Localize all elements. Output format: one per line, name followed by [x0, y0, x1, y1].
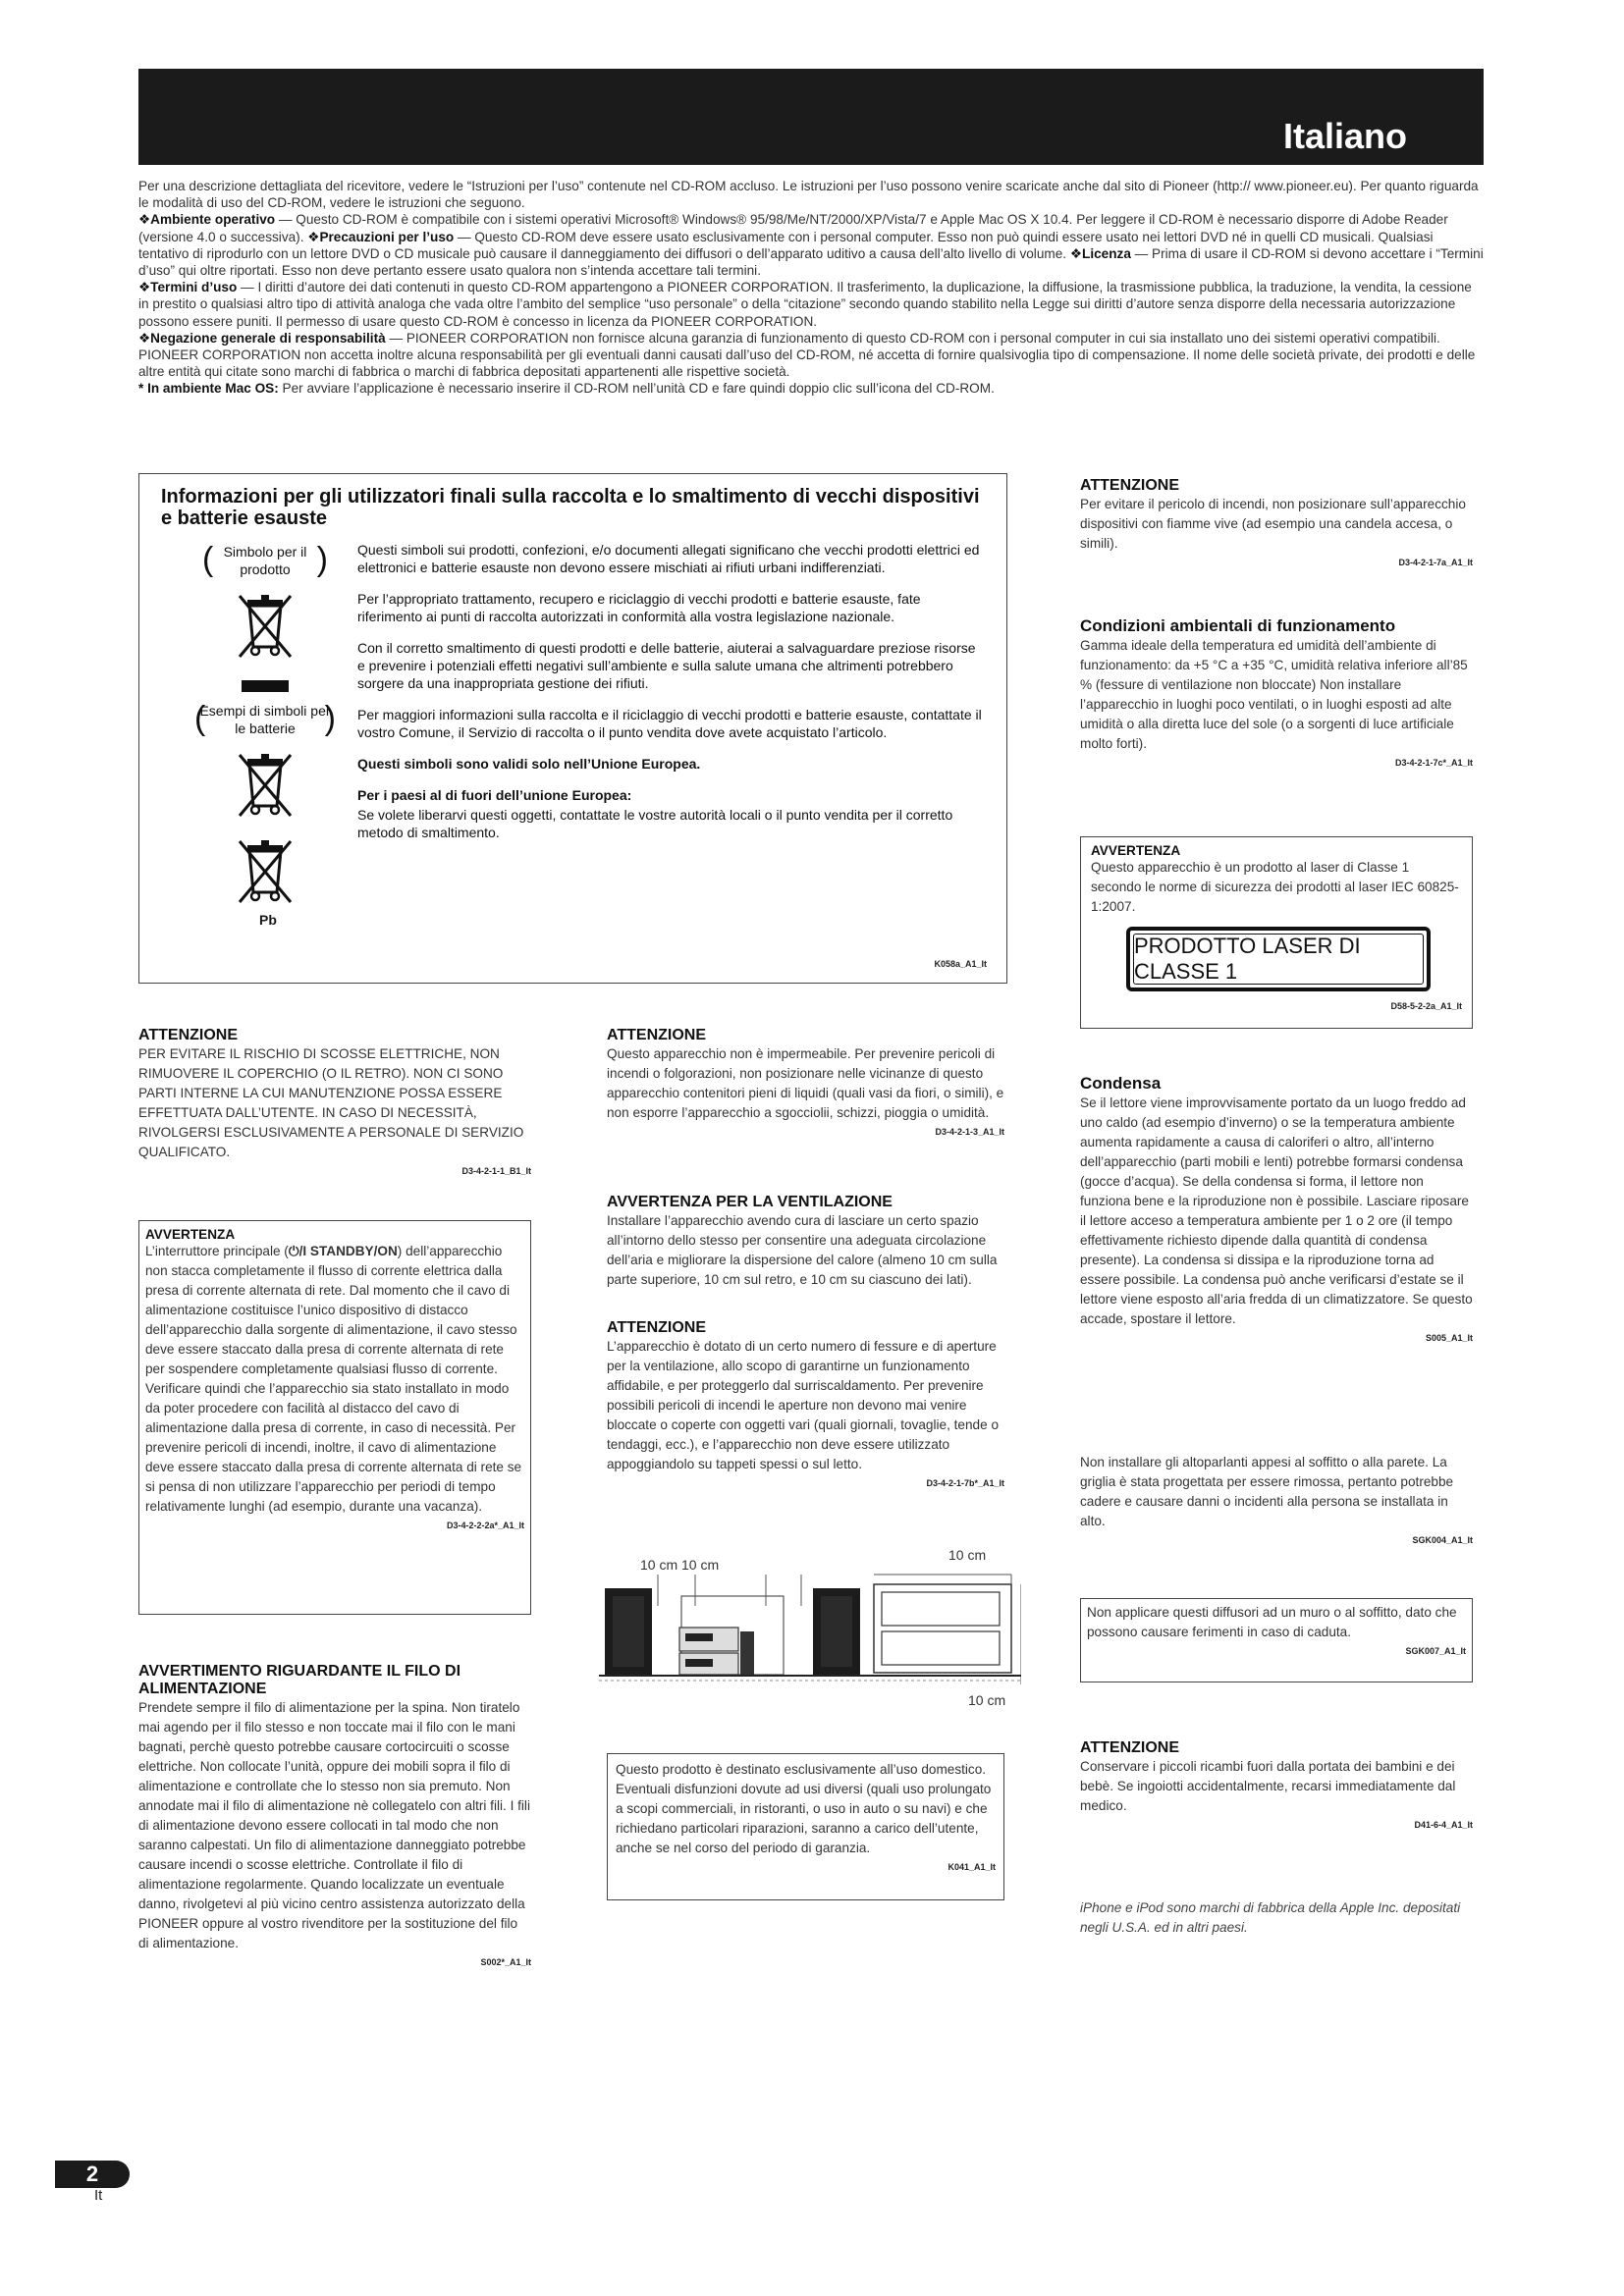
weee-paragraph: Se volete liberarvi questi oggetti, contattate le vostre autorità locali o il punto vendita per il corretto metodo di smaltimento. — [357, 807, 953, 840]
dimension-label: 10 cm 10 cm — [640, 1557, 720, 1573]
section-text: Non installare gli altoparlanti appesi al soffitto o alla parete. La griglia è stata progettata per essere rimossa, pertanto potrebbe cadere e causare danni o incidenti alla persona se installata in alto. — [1080, 1455, 1454, 1528]
section-code: S002*_A1_It — [480, 1957, 531, 1967]
page-title: Italiano — [1282, 116, 1407, 156]
black-bar-icon — [242, 680, 289, 692]
section-text: L’interruttore principale (⏻/I STANDBY/ON) dell’apparecchio non stacca completamente il flusso di corrente elettrica dalla presa di corrente alternata di rete. Dal momento che il cavo di alimentazione costituisce l’unico dispositivo di distacco dell’apparecchio dalla sorgente di alimentazione, il cavo stesso deve essere staccato dalla presa di corrente alternata di rete per sospendere completamente qualsiasi flusso di corrente. Verificare quindi che l’apparecchio sia stato installato in modo da poter procedere con facilità al distacco del cavo di alimentazione dalla presa di corrente, in caso di necessità. Per prevenire pericoli di incendi, inoltre, il cavo di alimentazione deve essere staccato dalla presa di corrente alternata di rete se si pensa di non utilizzare l’apparecchio per periodi di tempo relativamente lunghi (ad esempio, durante una vacanza). — [145, 1244, 522, 1514]
section-text: Se il lettore viene improvvisamente portato da un luogo freddo ad uno caldo (ad esempio d’inverno) o se la temperatura ambiente aumenta rapidamente a causa di caloriferi o altro, all’interno dell’apparecchio (parti mobili e lenti) potrebbe formarsi condensa (gocce d’acqua). Se della condensa si forma, il lettore non funziona bene e la riproduzione non è possibile. Lasciare riposare il lettore acceso a temperatura ambiente per 1 o 2 ore (il tempo effettivamente richiesto dipende dalla quantità di condensa presente). La condensa si dissipa e la riproduzione torna ad essere possibile. La condensa può anche verificarsi d’estate se il lettore viene esposto all’aria fredda di un climatizzatore. Se questo accade, spostare il lettore. — [1080, 1095, 1473, 1326]
section-code: SGK004_A1_It — [1412, 1535, 1473, 1545]
section-title: ATTENZIONE — [138, 1027, 239, 1043]
crossed-bin-icon — [236, 592, 295, 667]
weee-paragraph: Questi simboli sono validi solo nell’Unione Europea. — [357, 756, 701, 772]
weee-paragraph: Per maggiori informazioni sulla raccolta e il riciclaggio di vecchi prodotti e batterie esauste, contattate il vostro Comune, il Servizio di raccolta o il punto vendita dove avete acquistato l’articolo. — [357, 707, 982, 740]
laser-class-label-text: PRODOTTO LASER DI CLASSE 1 — [1133, 934, 1424, 985]
intro-section — [138, 178, 1484, 398]
section-code: D3-4-2-1-7a_A1_It — [1398, 558, 1473, 567]
section-text: Per evitare il pericolo di incendi, non posizionare sull’apparecchio dispositivi con fiamme vive (ad esempio una candela accesa, o simili). — [1080, 497, 1466, 551]
ventilation-drawing — [599, 1537, 1021, 1694]
dimension-label: 10 cm — [948, 1547, 987, 1563]
intro-paragraph: ❖Negazione generale di responsabilità — PIONEER CORPORATION non fornisce alcuna garanzia di funzionamento di questo CD-ROM con i personal computer in cui sia installato uno dei sistemi operativi compatibili. PIONEER CORPORATION non accetta inoltre alcuna responsabilità per gli eventuali danni causati dall’uso del CD-ROM, né accetta di fornire qualsivoglia tipo di compensazione. Il nome delle società private, dei prodotti e delle altre entità qui citate sono marchi di fabbrica o marchi di fabbrica depositati appartenenti alle rispettive società. — [138, 330, 1476, 380]
weee-text — [357, 541, 986, 855]
section-text: L’apparecchio è dotato di un certo numero di fessure e di aperture per la ventilazione, allo scopo di garantirne un funzionamento affidabile, e per proteggerlo dal surriscaldamento. Per prevenire possibili pericoli di incendi le aperture non devono mai venire bloccate o coperte con oggetti vari (quali giornali, tovaglie, tende o tendaggi, ecc.), e l’apparecchio non deve essere utilizzato appoggiandolo su tappeti spessi o sul letto. — [607, 1339, 999, 1471]
section-code: SGK007_A1_It — [1405, 1646, 1466, 1656]
intro-paragraph: ❖Ambiente operativo — Questo CD-ROM è compatibile con i sistemi operativi Microsoft® Windows® 95/98/Me/NT/2000/XP/Vista/7 e Apple Mac OS X 10.4. Per leggere il CD-ROM è necessario disporre di Adobe Reader (versione 4.0 o successiva). ❖Precauzioni per l’uso — Questo CD-ROM deve essere usato esclusivamente con i personal computer. Esso non può quindi essere usato nei lettori DVD né in quelli CD musicali. Qualsiasi tentativo di riprodurlo con un lettore DVD o CD musicale può causare il danneggiamento dei diffusori o dell’apparato uditivo a causa dell’alto livello di volume. ❖Licenza — Prima di usare il CD-ROM si devono accettare i “Termini d’uso” qui oltre riportati. Esso non deve pertanto essere usato qualora non s’intenda accettare tali termini. — [138, 212, 1484, 279]
section-code: S005_A1_It — [1425, 1333, 1473, 1343]
section-text: Installare l’apparecchio avendo cura di lasciare un certo spazio all’intorno dello stesso per consentire una adeguata circolazione dell’aria e migliorare la dispersione del calore (almeno 10 cm sulla parte superiore, 10 cm sul retro, e 10 cm su ciascuno dei lati). — [607, 1213, 998, 1287]
right-condensa — [1080, 1074, 1473, 1343]
mid-ventilation — [607, 1194, 1004, 1290]
crossed-bin-icon — [236, 751, 295, 826]
header-bar — [138, 69, 1484, 165]
section-title: ATTENZIONE — [607, 1319, 707, 1336]
section-title: ATTENZIONE — [1080, 477, 1180, 494]
right-environment — [1080, 616, 1473, 768]
right-attenzione-1 — [1080, 477, 1473, 567]
weee-code: K058a_A1_It — [934, 959, 987, 969]
mid-attenzione-1 — [607, 1027, 1004, 1137]
dimension-label: 10 cm — [968, 1692, 1006, 1708]
section-title: AVVERTENZA — [145, 1227, 236, 1242]
left-attenzione — [138, 1027, 531, 1176]
section-title: Condensa — [1080, 1074, 1162, 1093]
symbol-product-label: ( Simbolo per il prodotto ) — [206, 543, 324, 578]
section-text: Non applicare questi diffusori ad un muro o al soffitto, dato che possono causare ferimenti in caso di caduta. — [1087, 1605, 1457, 1639]
section-code: D41-6-4_A1_It — [1414, 1820, 1473, 1830]
page-language: It — [94, 2187, 103, 2204]
section-title: AVVERTIMENTO RIGUARDANTE IL FILO DI ALIMENTAZIONE — [138, 1663, 461, 1697]
right-ceiling-warning — [1080, 1453, 1473, 1545]
section-text: Gamma ideale della temperatura ed umidità dell’ambiente di funzionamento: da +5 °C a +35 °C, umidità relativa inferiore all’85 % (fessure di ventilazione non bloccate) Non installare l’apparecchio in luoghi poco ventilati, o in luoghi esposti ad alte umidità o alla diretta luce del sole (o a sorgenti di luce artificiale molto forti). — [1080, 638, 1468, 751]
weee-paragraph: Per l’appropriato trattamento, recupero e riciclaggio di vecchi prodotti e batterie esauste, fate riferimento ai punti di raccolta autorizzati in conformità alla vostra legislazione nazionale. — [357, 591, 921, 624]
wall-warning-box — [1080, 1598, 1473, 1682]
symbol-battery-label: ( Esempi di simboli per le batterie ) — [198, 702, 332, 737]
weee-box — [138, 473, 1007, 984]
section-code: D3-4-2-1-7c*_A1_It — [1394, 758, 1473, 768]
section-code: D3-4-2-1-7b*_A1_It — [926, 1478, 1004, 1488]
left-power-cord — [138, 1663, 531, 1967]
standby-warning-box — [138, 1220, 531, 1615]
section-text: Prendete sempre il filo di alimentazione per la spina. Non tiratelo mai agendo per il filo stesso e non toccate mai il filo con le mani bagnati, perchè questo potrebbe causare cortocircuiti o scosse elettriche. Non collocate l’unità, oppure dei mobili sopra il filo di alimentazione e controllate che lo stesso non sia premuto. Non annodate mai il filo di alimentazione nè collegatelo con altri fili. I fili di alimentazione devono essere collocati in tal modo che non saranno calpestati. Un filo di alimentazione danneggiato potrebbe causare incendi o scosse elettriche. Controllate il filo di alimentazione regolarmente. Quando localizzate un eventuale danno, rivolgetevi al più vicino centro assistenza autorizzato della PIONEER oppure al vostro rivenditore per la sostituzione del filo di alimentazione. — [138, 1700, 530, 1950]
intro-paragraph: Per una descrizione dettagliata del ricevitore, vedere le “Istruzioni per l’uso” contenute nel CD-ROM accluso. Le istruzioni per l’uso possono venire scaricate anche dal sito di Pioneer (http:// www.pioneer.eu). Per quanto riguarda le modalità di uso del CD-ROM, vedere le istruzioni che seguono. — [138, 179, 1479, 211]
section-text: Questo apparecchio non è impermeabile. Per prevenire pericoli di incendi o folgorazioni, non posizionare nelle vicinanze di questo apparecchio contenitori pieni di liquidi (quali vasi da fiori, o simili), e non esporre l’apparecchio a sgocciolii, schizzi, pioggia o umidità. — [607, 1046, 1004, 1120]
section-title: AVVERTENZA — [1091, 843, 1181, 858]
section-title: ATTENZIONE — [1080, 1739, 1180, 1756]
section-code: D3-4-2-2-2a*_A1_It — [446, 1521, 524, 1530]
page-number: 2 — [55, 2161, 130, 2188]
section-title: AVVERTENZA PER LA VENTILAZIONE — [607, 1194, 893, 1210]
pb-label: Pb — [259, 912, 277, 928]
section-title: ATTENZIONE — [607, 1027, 707, 1043]
section-text: Questo prodotto è destinato esclusivamente all’uso domestico. Eventuali disfunzioni dovute ad usi diversi (quali uso prolungato a scopi commerciali, in ristoranti, o uso in auto o su navi) e che richiedano particolari riparazioni, saranno a carico dell’utente, anche se nel corso del periodo di garanzia. — [616, 1762, 992, 1855]
trademark-note: iPhone e iPod sono marchi di fabbrica della Apple Inc. depositati negli U.S.A. ed in altri paesi. — [1080, 1900, 1461, 1935]
ventilation-diagram — [599, 1537, 1021, 1714]
laser-class-label — [1126, 927, 1431, 991]
weee-paragraph: Con il corretto smaltimento di questi prodotti e delle batterie, aiuterai a salvaguardare preziose risorse e prevenire i potenziali effetti negativi sull’ambiente e sulla salute umana che altrimenti potrebbero sorgere da una inappropriata gestione dei rifiuti. — [357, 640, 976, 691]
section-title: Condizioni ambientali di funzionamento — [1080, 616, 1396, 635]
section-code: D3-4-2-1-1_B1_It — [461, 1166, 531, 1176]
weee-paragraph: Questi simboli sui prodotti, confezioni, e/o documenti allegati significano che vecchi prodotti elettrici ed elettronici e batterie esauste non devono essere mischiati ai rifiuti urbani indifferenziati. — [357, 542, 980, 575]
section-code: D58-5-2-2a_A1_It — [1390, 1001, 1462, 1011]
weee-paragraph: Per i paesi al di fuori dell’unione Europea: — [357, 787, 632, 803]
crossed-bin-icon — [236, 837, 295, 912]
domestic-use-box — [607, 1753, 1004, 1900]
right-attenzione-2 — [1080, 1739, 1473, 1830]
intro-paragraph: * In ambiente Mac OS: Per avviare l’applicazione è necessario inserire il CD-ROM nell’unità CD e fare quindi doppio clic sull’icona del CD-ROM. — [138, 381, 995, 397]
intro-paragraph: ❖Termini d’uso — I diritti d’autore dei dati contenuti in questo CD-ROM appartengono a PIONEER CORPORATION. Il trasferimento, la duplicazione, la diffusione, la trasmissione pubblica, la traduzione, la vendita, la cessione in prestito o qualsiasi altro tipo di attività analoga che vada oltre l’ambito del semplice “uso personale” o della “citazione” secondo quando stabilito nella Legge sui diritti d’autore senza disporre della necessaria autorizzazione possono essere puniti. Il permesso di usare questo CD-ROM è concesso in licenza da PIONEER CORPORATION. — [138, 280, 1472, 329]
section-text: Conservare i piccoli ricambi fuori dalla portata dei bambini e dei bebè. Se ingoiotti accidentalmente, recarsi immediatamente dal medico. — [1080, 1759, 1456, 1813]
section-text: Questo apparecchio è un prodotto al laser di Classe 1 secondo le norme di sicurezza dei prodotti al laser IEC 60825-1:2007. — [1091, 860, 1459, 914]
standby-on-label: ⏻/I STANDBY/ON — [288, 1244, 398, 1258]
mid-attenzione-2 — [607, 1319, 1004, 1488]
section-code: K041_A1_It — [947, 1862, 996, 1872]
section-code: D3-4-2-1-3_A1_It — [935, 1127, 1004, 1137]
laser-box — [1080, 836, 1473, 1029]
weee-title: Informazioni per gli utilizzatori finali sulla raccolta e lo smaltimento di vecchi dispositivi e batterie esauste — [161, 486, 980, 529]
section-text: PER EVITARE IL RISCHIO DI SCOSSE ELETTRICHE, NON RIMUOVERE IL COPERCHIO (O IL RETRO). NON CI SONO PARTI INTERNE LA CUI MANUTENZIONE POSSA ESSERE EFFETTUATA DALL’UTENTE. IN CASO DI NECESSITÀ, RIVOLGERSI ESCLUSIVAMENTE A PERSONALE DI SERVIZIO QUALIFICATO. — [138, 1046, 524, 1159]
